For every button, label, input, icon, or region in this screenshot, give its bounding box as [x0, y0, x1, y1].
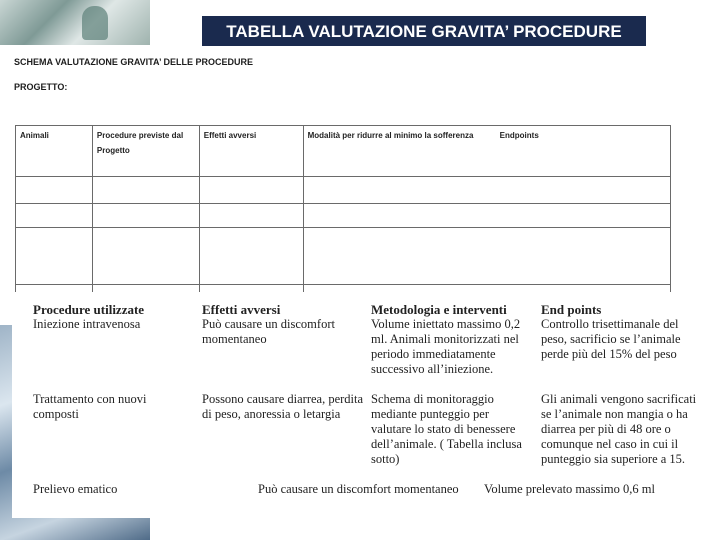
row2-effects: Possono causare diarrea, perdita di peso, anoressia o letargia — [202, 392, 364, 421]
row3-method: Volume prelevato massimo 0,6 ml — [484, 482, 655, 496]
row3-effects: Può causare un discomfort momentaneo — [258, 482, 459, 496]
slide-title: TABELLA VALUTAZIONE GRAVITA’ PROCEDURE — [202, 16, 646, 46]
header-photo — [0, 0, 150, 45]
row1-method: Volume iniettato massimo 0,2 ml. Animali monitorizzati nel periodo immediatamente successivo all’iniezione. — [371, 317, 521, 376]
header-effects: Effetti avversi — [202, 302, 281, 317]
col-effetti: Effetti avversi — [199, 126, 303, 177]
col-modalita: Modalità per ridurre al minimo la sofferenza — [307, 131, 474, 140]
col-procedure: Procedure previste dal Progetto — [92, 126, 199, 177]
blank-form-table — [15, 125, 671, 295]
header-endpoints: End points — [541, 302, 602, 317]
col-modalita-endpoints — [303, 126, 670, 177]
scheme-heading: SCHEMA VALUTAZIONE GRAVITA’ DELLE PROCEDURE — [14, 57, 254, 67]
form-row — [16, 228, 671, 285]
row2-procedure: Trattamento con nuovi composti — [33, 392, 147, 421]
row3-procedure: Prelievo ematico — [33, 482, 118, 496]
lab-figure — [82, 6, 108, 40]
header-method: Metodologia e interventi — [371, 302, 507, 317]
col-animali: Animali — [16, 126, 93, 177]
row2-endpoints: Gli animali vengono sacrificati se l’animale non mangia o ha diarrea per più di 48 ore o comunque nel caso in cui il punteggio sia superiore a 15. — [541, 392, 697, 466]
example-table — [12, 292, 709, 518]
project-label: PROGETTO: — [14, 82, 68, 92]
form-header-row — [16, 126, 671, 177]
row2-method: Schema di monitoraggio mediante punteggio per valutare lo stato di benessere dell’animale. ( Tabella inclusa sotto) — [371, 392, 522, 466]
row1-endpoints: Controllo trisettimanale del peso, sacrificio se l’animale perde più del 15% del peso — [541, 317, 681, 361]
row1-effects: Può causare un discomfort momentaneo — [202, 317, 335, 346]
form-row — [16, 204, 671, 228]
header-procedure: Procedure utilizzate — [33, 302, 145, 317]
form-row — [16, 177, 671, 204]
col-endpoints: Endpoints — [499, 131, 539, 140]
row1-procedure: Iniezione intravenosa — [33, 317, 141, 331]
